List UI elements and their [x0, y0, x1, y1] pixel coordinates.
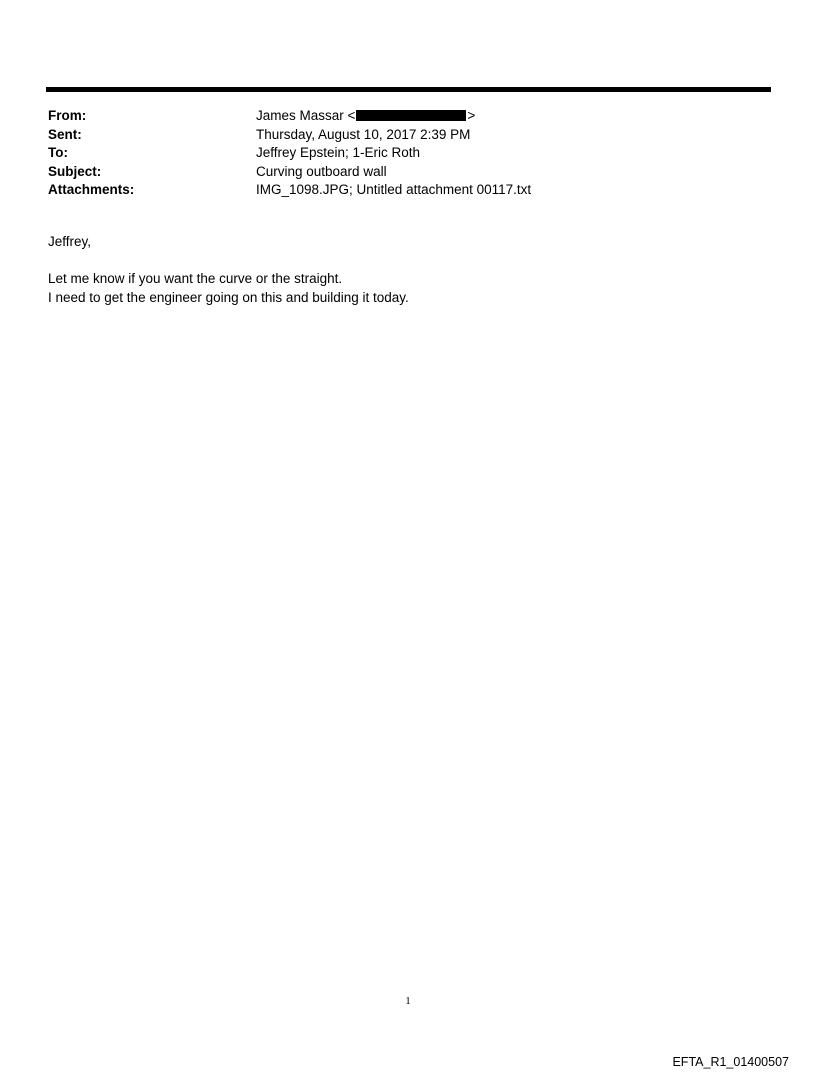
- page-number: 1: [405, 995, 411, 1007]
- from-value: [256, 107, 768, 126]
- sender-name: James Massar <: [256, 108, 356, 123]
- sent-label: Sent:: [48, 126, 82, 142]
- sent-row: [48, 126, 768, 145]
- subject-label: Subject:: [48, 163, 102, 179]
- email-greeting: Jeffrey,: [48, 234, 92, 249]
- sent-value: Thursday, August 10, 2017 2:39 PM: [256, 126, 471, 142]
- email-header: [48, 107, 768, 200]
- document-id-stamp: EFTA_R1_01400507: [672, 1055, 789, 1069]
- header-divider-rule: [46, 87, 771, 92]
- to-row: [48, 144, 768, 163]
- email-body: [48, 232, 768, 307]
- email-body-line: I need to get the engineer going on this and building it today.: [48, 290, 409, 305]
- subject-value: Curving outboard wall: [256, 163, 387, 179]
- sender-email-close: >: [467, 108, 476, 123]
- from-label: From:: [48, 108, 87, 123]
- email-body-line: Let me know if you want the curve or the straight.: [48, 271, 343, 286]
- from-row: [48, 107, 768, 126]
- attachments-label: Attachments:: [48, 182, 135, 197]
- to-label: To:: [48, 145, 68, 160]
- redacted-email-block: [356, 110, 466, 121]
- attachments-row: [48, 181, 768, 200]
- attachments-value: IMG_1098.JPG; Untitled attachment 00117.txt: [256, 182, 532, 197]
- subject-row: [48, 163, 768, 182]
- to-value: Jeffrey Epstein; 1-Eric Roth: [256, 145, 421, 160]
